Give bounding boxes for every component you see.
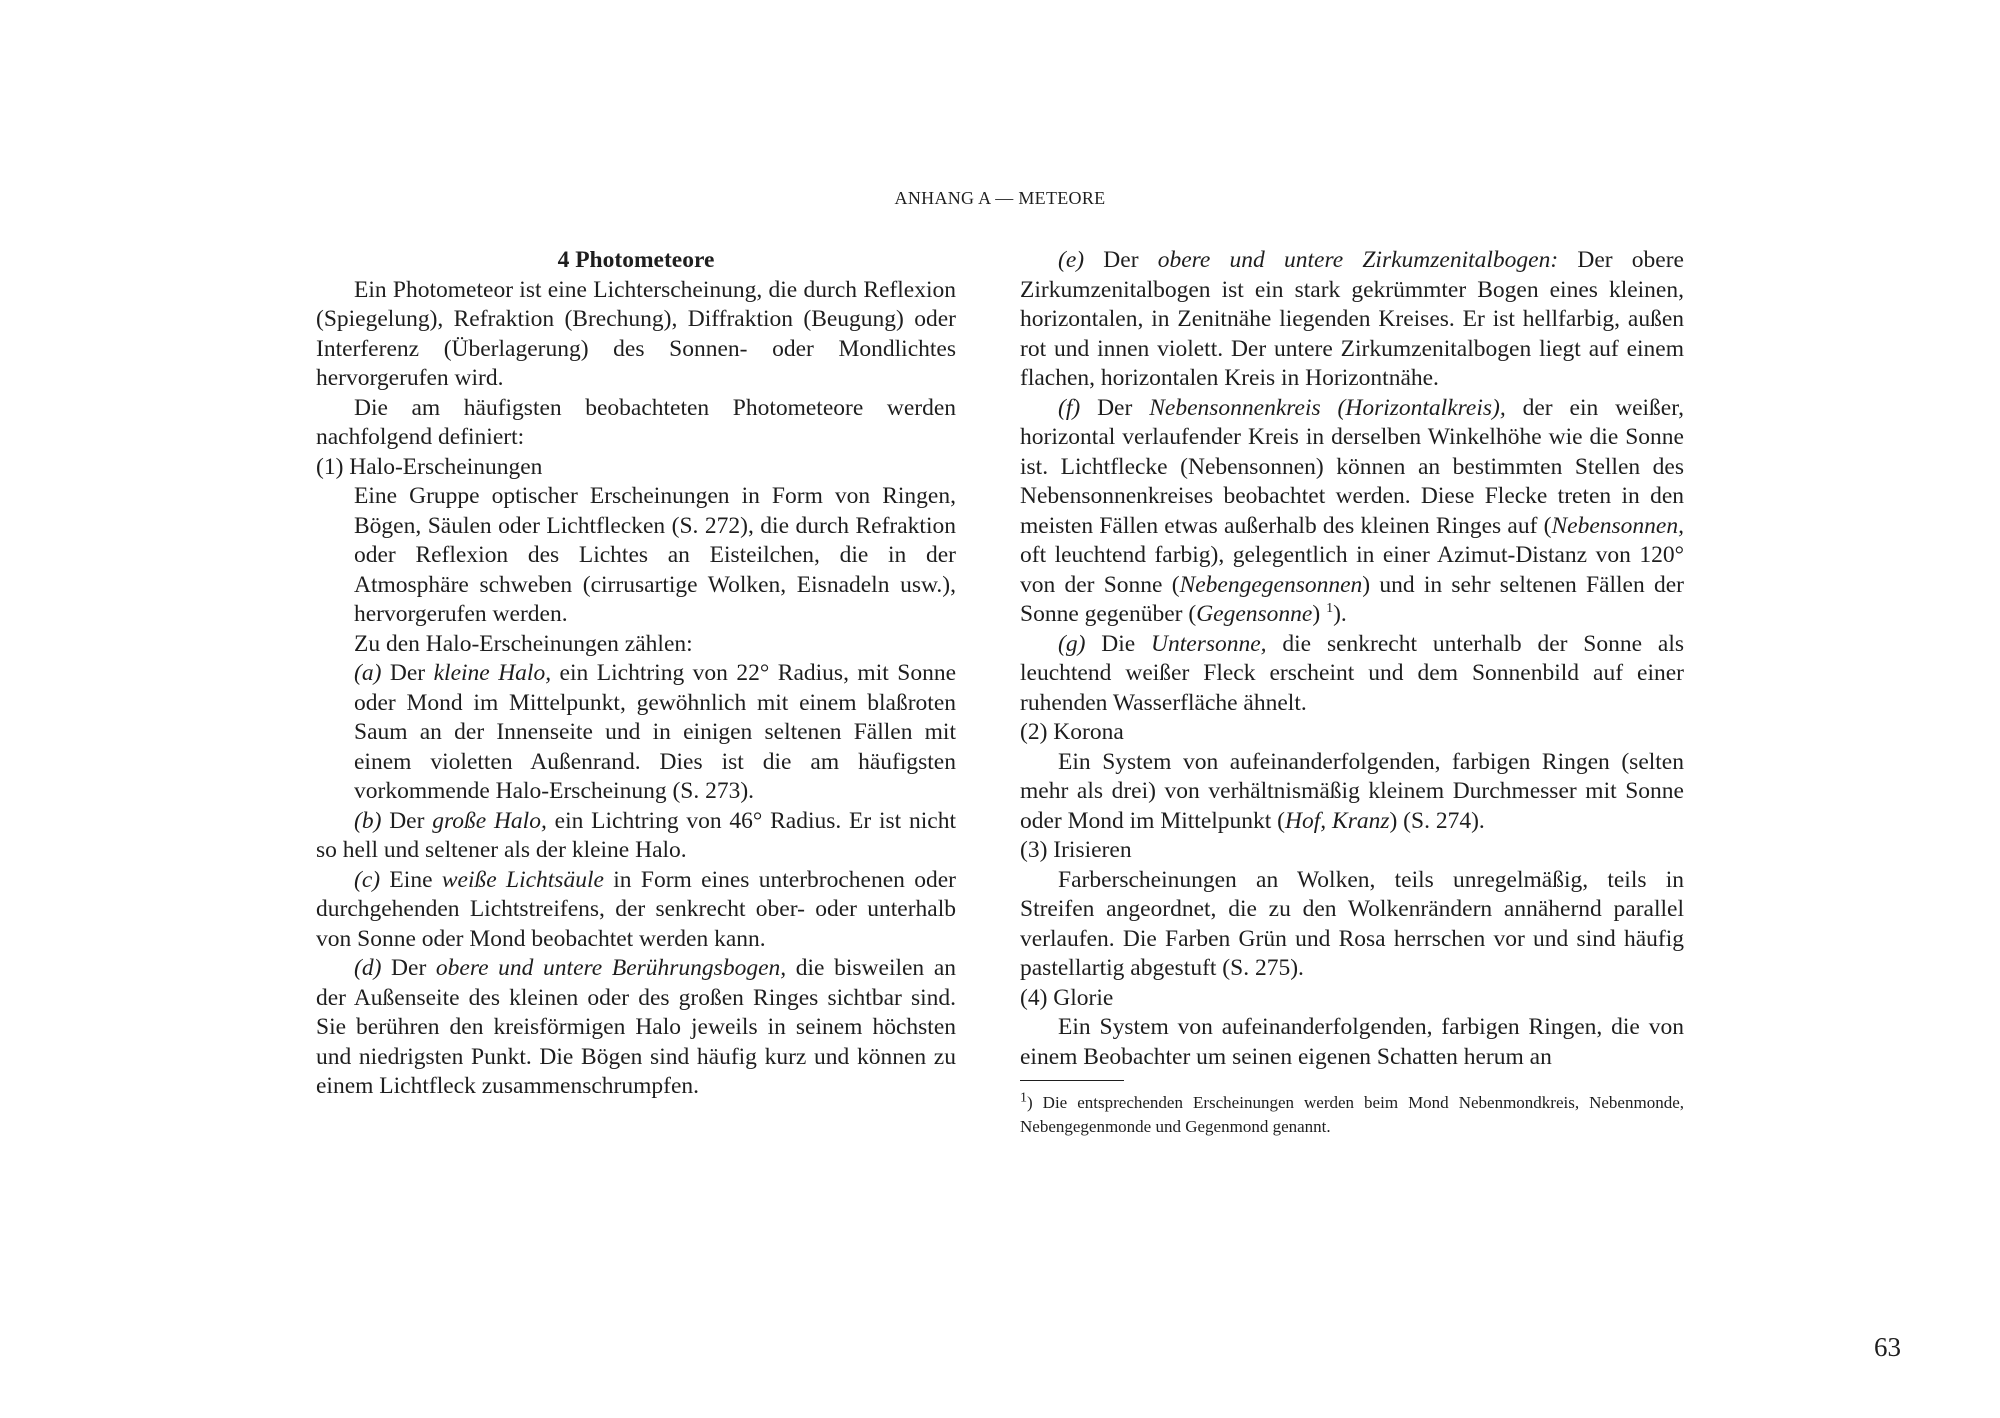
section-title: 4 Photometeore: [557, 247, 715, 273]
right-column: [1020, 246, 1684, 1139]
term: Hof, Kranz: [1285, 807, 1390, 834]
text-run: Ein System von aufeinanderfolgenden, farbigen Ringen (selten mehr als drei) von verhältnismäßig kleinem Durchmesser mit Sonne oder Mond im Mittelpunkt (: [1020, 748, 1684, 834]
list-body-halo: [316, 482, 956, 807]
term: Untersonne,: [1151, 630, 1267, 657]
intro-paragraph-2: Die am häufigsten beobachteten Photometeore werden nachfolgend definiert:: [316, 394, 956, 450]
halo-definition: Eine Gruppe optischer Erscheinungen in Form von Ringen, Bögen, Säulen oder Lichtflecken (S. 272), die durch Refraktion oder Reflexion des Lichtes an Eisteilchen, die in der Atmosphäre schweben (cirrusartige Wolken, Eisnadeln usw.), hervorgerufen werden.: [354, 483, 956, 627]
glorie-definition: Ein System von aufeinanderfolgenden, farbigen Ringen, die von einem Beobachter um seinen eigenen Schatten herum an: [1020, 1014, 1684, 1070]
footnote-text: ) Die entsprechenden Erscheinungen werden beim Mond Nebenmondkreis, Nebenmonde, Nebengegenmonde und Gegenmond genannt.: [1020, 1093, 1684, 1136]
term: weiße Lichtsäule: [441, 866, 604, 893]
text-run: Der: [1084, 247, 1158, 273]
term: kleine Halo,: [433, 660, 552, 686]
page-number: 63: [1874, 1332, 1901, 1362]
text-run: Der: [381, 955, 436, 981]
text-run: die senkrecht unterhalb der Sonne als leuchtend weißer Fleck erscheint und dem Sonnenbild auf einer ruhenden Wasserfläche ähnelt.: [1020, 630, 1684, 716]
text-run: Der obere Zirkumzenitalbogen ist ein stark gekrümmter Bogen eines kleinen, horizontalen, in Zenitnähe liegenden Kreises. Er ist hellfarbig, außen rot und innen violett. Der untere Zirkumzenitalbogen liegt auf einem flachen, horizontalen Kreis in Horizontnähe.: [1020, 247, 1684, 391]
list-heading-korona: (2) Korona: [1020, 719, 1124, 745]
text-run: der ein weißer, horizontal verlaufender Kreis in derselben Winkelhöhe wie die Sonne ist. Lichtflecke (Nebensonnen) können an bestimmten Stellen des Nebensonnenkreises beobachtet werden. Diese Flecke treten in den meisten Fällen etwas außerhalb des kleinen Ringes auf (: [1020, 394, 1684, 539]
halo-item-d: [316, 954, 956, 1102]
list-heading-glorie: (4) Glorie: [1020, 984, 1114, 1011]
text-run: Der: [381, 807, 433, 834]
text-run: in Form eines unterbrochenen oder durchgehenden Lichtstreifens, der senkrecht ober- oder unterhalb von Sonne oder Mond beobachtet werden kann.: [316, 866, 956, 952]
item-label: (d): [354, 955, 382, 981]
text-run: ).: [1333, 601, 1347, 627]
text-run: ein Lichtring von 22° Radius, mit Sonne oder Mond im Mittelpunkt, gewöhnlich mit einem blaßroten Saum an der Innenseite und in einigen seltenen Fällen mit einem violetten Außenrand. Dies ist die am häufigsten vorkommende Halo-Erscheinung (S. 273).: [354, 660, 957, 804]
halo-types-intro: Zu den Halo-Erscheinungen zählen:: [354, 630, 693, 657]
footnote-mark: 1: [1020, 1090, 1027, 1106]
halo-item-a: [354, 659, 956, 807]
term: obere und untere Zirkumzenitalbogen:: [1157, 247, 1559, 273]
term: Nebensonnen,: [1551, 512, 1684, 539]
item-label: (g): [1058, 630, 1086, 657]
left-column: [316, 246, 956, 1102]
item-label: (c): [354, 866, 381, 893]
halo-item-g: [1020, 630, 1684, 719]
text-run: Eine: [380, 866, 442, 893]
item-label: (a): [354, 660, 382, 686]
item-label: (b): [354, 807, 382, 834]
term: Nebengegensonnen: [1179, 571, 1363, 598]
irisieren-definition: Farberscheinungen an Wolken, teils unregelmäßig, teils in Streifen angeordnet, die zu den Wolkenrändern annähernd parallel verlaufen. Die Farben Grün und Rosa herrschen vor und sind häufig pastellartig abgestuft (S. 275).: [1020, 866, 1684, 981]
intro-paragraph: Ein Photometeor ist eine Lichterscheinung, die durch Reflexion (Spiegelung), Refraktion (Brechung), Diffraktion (Beugung) oder Interferenz (Überlagerung) des Sonnen- oder Mondlichtes hervorgerufen wird.: [316, 276, 956, 391]
item-label: (f): [1058, 394, 1081, 421]
list-heading-irisieren: (3) Irisieren: [1020, 837, 1132, 863]
halo-item-f: [1020, 394, 1684, 630]
halo-item-b: [316, 807, 956, 866]
footnote: [1020, 1091, 1684, 1139]
text-run: die bisweilen an der Außenseite des kleinen oder des großen Ringes sichtbar sind. Sie berühren den kreisförmigen Halo jeweils in seinem höchsten und niedrigsten Punkt. Die Bögen sind häufig kurz und können zu einem Lichtfleck zusammenschrumpfen.: [316, 955, 956, 1099]
text-run: Der: [1080, 394, 1150, 421]
text-run: Der: [381, 660, 434, 686]
text-run: ein Lichtring von 46° Radius. Er ist nicht so hell und seltener als der kleine Halo.: [316, 807, 956, 863]
text-run: ) und in sehr seltenen Fällen der Sonne gegenüber (: [1020, 571, 1684, 627]
halo-item-e: [1020, 246, 1684, 394]
text-run: oft leuchtend farbig), gelegentlich in einer Azimut-Distanz von 120° von der Sonne (: [1020, 542, 1684, 598]
term: obere und untere Berührungsbogen,: [435, 955, 787, 981]
term: Gegensonne: [1196, 601, 1313, 627]
term: Nebensonnenkreis (Horizontalkreis),: [1149, 394, 1506, 421]
korona-definition: [1020, 748, 1684, 837]
term: große Halo,: [432, 807, 547, 834]
text-run: Die: [1085, 630, 1152, 657]
halo-item-c: [316, 866, 956, 955]
footnote-reference: 1: [1326, 601, 1334, 617]
text-run: ): [1312, 601, 1327, 627]
running-header: ANHANG A — METEORE: [894, 188, 1106, 208]
text-run: ) (S. 274).: [1389, 807, 1485, 834]
list-heading-halo: (1) Halo-Erscheinungen: [316, 453, 543, 480]
footnote-divider: [1020, 1080, 1124, 1081]
item-label: (e): [1058, 247, 1085, 273]
